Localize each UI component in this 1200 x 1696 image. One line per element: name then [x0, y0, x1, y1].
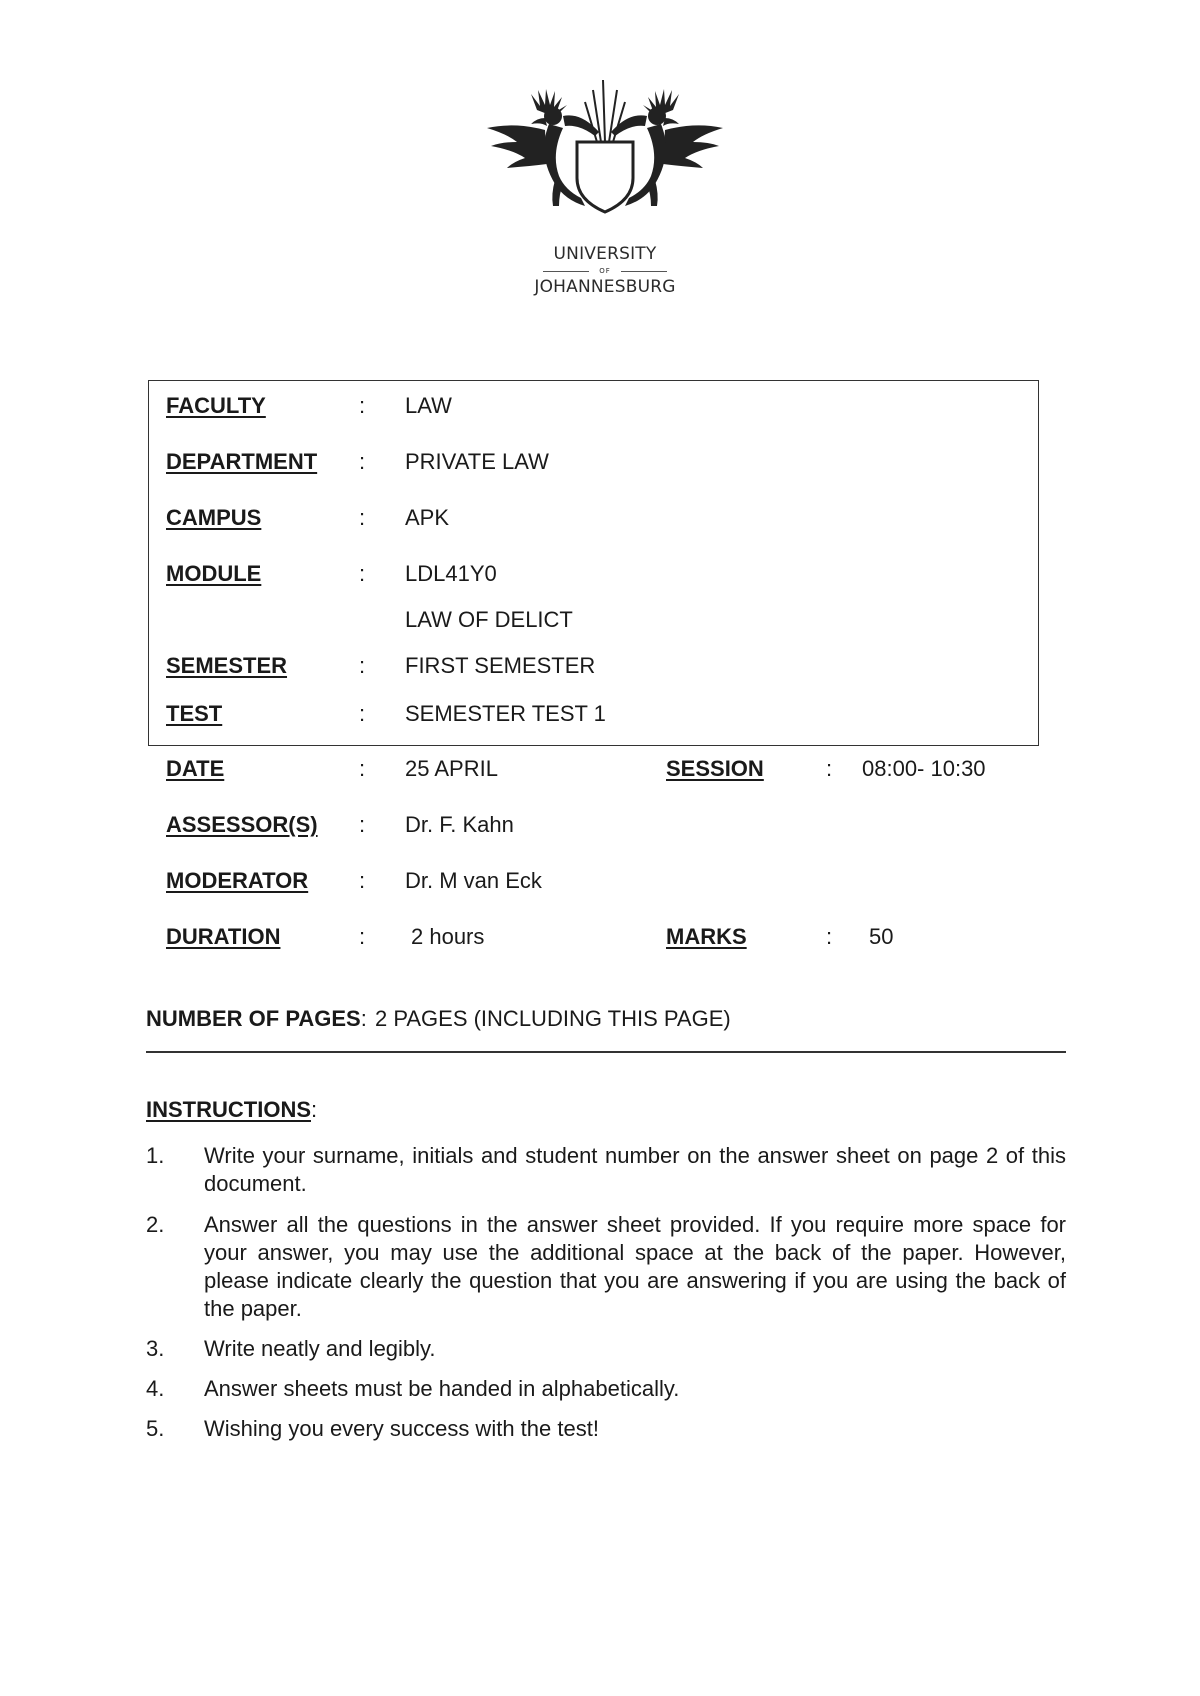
campus-label: CAMPUS — [166, 505, 262, 530]
semester-colon: : — [359, 653, 366, 678]
date-label: DATE — [166, 756, 225, 781]
module-name-value: LAW OF DELICT — [405, 607, 573, 632]
date-colon: : — [359, 756, 366, 781]
horizontal-rule — [146, 1051, 1066, 1053]
details-box — [148, 380, 1039, 746]
pages-colon: : — [360, 1006, 367, 1031]
instruction-number: 2. — [146, 1212, 165, 1237]
logo-johannesburg-text: JOHANNESBURG — [534, 277, 676, 297]
session-colon: : — [826, 756, 833, 781]
number-of-pages — [146, 1006, 731, 1032]
logo-rule-right — [621, 271, 667, 272]
session-value: 08:00- 10:30 — [862, 756, 986, 781]
instruction-text: Write neatly and legibly. — [204, 1336, 436, 1361]
instruction-text: Write your surname, initials and student number on the answer sheet on page 2 of this document. — [204, 1143, 1066, 1196]
module-colon: : — [359, 561, 366, 586]
department-label: DEPARTMENT — [166, 449, 318, 474]
instruction-number: 5. — [146, 1416, 165, 1441]
assessors-label: ASSESSOR(S) — [166, 812, 318, 837]
crest-icon — [485, 72, 725, 232]
campus-value: APK — [405, 505, 450, 530]
campus-colon: : — [359, 505, 366, 530]
moderator-value: Dr. M van Eck — [405, 868, 542, 893]
moderator-label: MODERATOR — [166, 868, 309, 893]
faculty-colon: : — [359, 393, 366, 418]
university-logo — [485, 72, 725, 302]
duration-label: DURATION — [166, 924, 281, 949]
instruction-number: 1. — [146, 1143, 165, 1168]
marks-label: MARKS — [666, 924, 747, 949]
logo-of-text: OF — [599, 267, 611, 275]
marks-colon: : — [826, 924, 833, 949]
marks-value: 50 — [869, 924, 894, 949]
assessors-colon: : — [359, 812, 366, 837]
module-label: MODULE — [166, 561, 262, 586]
session-label: SESSION — [666, 756, 764, 781]
instruction-number: 4. — [146, 1376, 165, 1401]
pages-value: 2 PAGES (INCLUDING THIS PAGE) — [374, 1006, 731, 1031]
test-value: SEMESTER TEST 1 — [405, 701, 606, 726]
instructions-title: INSTRUCTIONS — [146, 1097, 311, 1122]
test-label: TEST — [166, 701, 223, 726]
instruction-text: Answer sheets must be handed in alphabetically. — [204, 1376, 680, 1401]
instruction-text: Wishing you every success with the test! — [204, 1416, 599, 1441]
faculty-value: LAW — [405, 393, 452, 418]
date-value: 25 APRIL — [405, 756, 498, 781]
instructions-colon: : — [311, 1097, 318, 1122]
department-colon: : — [359, 449, 366, 474]
instruction-text: Answer all the questions in the answer sheet provided. If you require more space for your answer, you may use the additional space at the back of the paper. However, please indicate clearly the question that you are answering if you are using the back of the paper. — [204, 1212, 1066, 1321]
assessors-value: Dr. F. Kahn — [405, 812, 514, 837]
instruction-number: 3. — [146, 1336, 165, 1361]
faculty-label: FACULTY — [166, 393, 266, 418]
logo-university-text: UNIVERSITY — [553, 244, 657, 264]
duration-colon: : — [359, 924, 366, 949]
module-code-value: LDL41Y0 — [405, 561, 497, 586]
pages-label: NUMBER OF PAGES — [146, 1006, 361, 1031]
semester-label: SEMESTER — [166, 653, 288, 678]
semester-value: FIRST SEMESTER — [405, 653, 596, 678]
moderator-colon: : — [359, 868, 366, 893]
department-value: PRIVATE LAW — [405, 449, 549, 474]
test-colon: : — [359, 701, 366, 726]
instructions-heading — [146, 1097, 317, 1123]
duration-value: 2 hours — [411, 924, 485, 949]
